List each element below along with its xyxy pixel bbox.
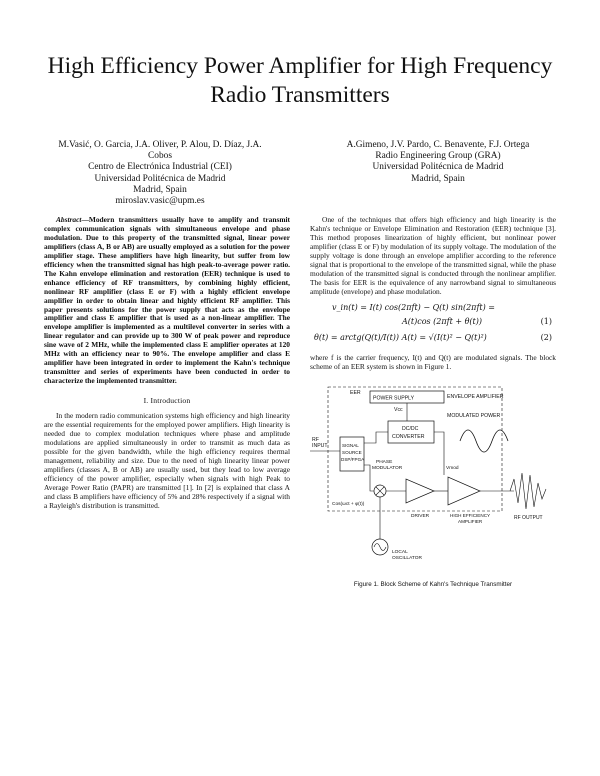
envelope-waveform xyxy=(460,430,508,452)
left-column xyxy=(44,216,290,511)
lo-label-1: LOCAL xyxy=(392,550,408,556)
abstract xyxy=(44,216,290,386)
vcc-label: Vcc xyxy=(394,407,403,414)
figure-caption: Figure 1. Block Scheme of Kahn's Technique Transmitter xyxy=(353,581,513,589)
author-names-cont: Cobos xyxy=(148,151,172,162)
rf-input-label-2: INPUT xyxy=(312,443,328,450)
power-supply-label: POWER SUPPLY xyxy=(373,395,415,402)
abstract-separator: — xyxy=(81,215,89,224)
equation-1-number: (1) xyxy=(540,316,552,326)
intro-paragraph: In the modern radio communication systems high efficiency and high linearity are the essential requirements for the employed power amplifiers. High linearity is needed due to complex modulation techniques where phase and amplitude modulations are applied simultaneously in order to transmit as much data as possible for the given bandwidth, while the high efficiency requires thermal management, reliability and size. Due to the need of high linearity linear power amplifiers (classes A, B or AB) are usually used, but they lead to low average efficiency of the power amplifier, especially when signals with high Peak to Average Power Ratio (PAPR) are transmitted [1]. In [2] is explained that class A and class B amplifiers have efficiency of 5% and 28% respectively if a signal with a Rayleigh's distribution is transmitted. xyxy=(44,411,290,510)
signal-source-label-3: DSP/FPGA xyxy=(341,457,365,463)
carrier-label: Cos(ωct + φ(t)) xyxy=(332,502,365,508)
modulated-power-label: MODULATED POWER xyxy=(447,413,501,420)
driver-label: DRIVER xyxy=(411,514,430,520)
equation-2-text: θ(t) = arctg(Q(t)/I(t)) A(t) = √(I(t)² − Q(t)²) xyxy=(314,332,487,342)
university: Universidad Politécnica de Madrid xyxy=(372,162,504,173)
rf-output-waveform xyxy=(510,473,546,509)
title-line-1: High Efficiency Power Amplifier for High Frequency xyxy=(47,53,553,79)
body-paragraph-2: where f is the carrier frequency, I(t) and Q(t) are modulated signals. The block scheme of an EER system is shown in Figure 1. xyxy=(310,352,556,371)
driver-amplifier-icon xyxy=(406,479,434,503)
right-column xyxy=(310,216,556,590)
body-paragraph: One of the techniques that offers high efficiency and high linearity is the Kahn's technique or Envelope Elimination and Restoration (EER) technique [3]. This method proposes linearization of highly efficient, but nonlinear power amplifier (class E or F) by modulation of its supply voltage. The modulation of the supply voltage is done through an envelope amplifier according to the reference signal that is proportional to the envelope of the transmitted signal, while the phase modulation of the transmitted signal is conducted through the nonlinear amplifier. The basis for EER is the equivalence of any narrowband signal to simultaneous amplitude (envelope) and phase modulation. xyxy=(310,215,556,296)
envelope-path xyxy=(364,432,388,443)
equation-1b xyxy=(310,318,556,332)
abstract-text: Modern transmitters usually have to amplify and transmit complex communication signals with simultaneous envelope and phase modulation. Due to this property of the transmitted signal, linear power amplifiers (class A, B or AB) are usually employed as a solution for the power amplifier stage. These amplifiers have high linearity, but suffer from low efficiency when the transmitted signal has high peak-to-average power ratio. The Kahn envelope elimination and restoration (EER) technique is used to enhance efficiency of RF transmitters, by combining highly efficient, nonlinear RF amplifier (class E or F) with a highly efficient envelope amplifier in order to obtain linear and highly efficient RF amplifier. This paper presents solutions for the power supply that acts as the envelope amplifier and class E amplifier that is used as a non-linear amplifier. The envelope amplifier is implemented as a multilevel converter in series with a linear regulator and can provide up to 300 W of peak power and reproduce sine wave of 2 MHz, while the implemented class E amplifier operates at 120 MHz with an efficiency near to 90%. The envelope amplifier and class E amplifier have been integrated in order to implement the Kahn's technique transmitter and series of experiments have been conducted in order to characterize the implemented transmitter. xyxy=(44,215,290,386)
author-names: M.Vasić, O. Garcia, J.A. Oliver, P. Alou, D. Díaz, J.A. xyxy=(58,140,262,150)
hea-label-2: AMPLIFIER xyxy=(458,519,483,525)
dcdc-label-2: CONVERTER xyxy=(392,434,425,441)
signal-source-label-2: SOURCE xyxy=(342,450,362,456)
signal-source-label-1: SIGNAL xyxy=(342,443,359,449)
eer-block-diagram xyxy=(310,379,556,579)
location: Madrid, Spain xyxy=(411,173,465,184)
equation-2 xyxy=(310,334,556,348)
figure-1 xyxy=(310,379,556,590)
authors-right xyxy=(318,140,558,185)
university: Universidad Politécnica de Madrid xyxy=(94,173,226,184)
vmod-line xyxy=(434,432,444,475)
rf-input-label-1: RF xyxy=(312,437,319,444)
lo-label-2: OSCILLATOR xyxy=(392,556,422,562)
authors-left xyxy=(44,140,276,207)
rf-output-label: RF OUTPUT xyxy=(514,515,543,522)
vmod-label: Vmod xyxy=(446,466,459,472)
equation-1a xyxy=(310,304,556,318)
hea-label-1: HIGH EFFICIENCY xyxy=(450,513,491,519)
equation-1-line-2: A(t)cos (2πft + θ(t)) xyxy=(402,316,483,326)
hea-amplifier-icon xyxy=(448,477,480,505)
sine-icon xyxy=(374,544,386,551)
author-email[interactable]: miroslav.vasic@upm.es xyxy=(115,196,205,207)
author-names: A.Gimeno, J.V. Pardo, C. Benavente, F.J. Ortega xyxy=(346,140,530,150)
eer-label: EER xyxy=(350,390,361,397)
envelope-amplifier-label: ENVELOPE AMPLIFIER xyxy=(447,394,504,401)
equation-2-number: (2) xyxy=(540,332,552,342)
dcdc-label-1: DC/DC xyxy=(402,426,419,433)
abstract-label: Abstract xyxy=(56,215,82,224)
equation-1-line-1: v_in(t) = I(t) cos(2πft) − Q(t) sin(2πft) = xyxy=(332,302,495,312)
section-heading: I. Introduction xyxy=(143,396,191,406)
affiliation: Centro de Electrónica Industrial (CEI) xyxy=(88,162,232,173)
location: Madrid, Spain xyxy=(133,184,187,195)
paper-title xyxy=(0,52,600,110)
title-line-2: Radio Transmitters xyxy=(210,82,390,108)
phase-modulator-label-2: MODULATOR xyxy=(372,466,403,472)
phase-modulator-label-1: PHASE xyxy=(376,460,393,466)
eer-boundary xyxy=(328,387,502,511)
affiliation: Radio Engineering Group (GRA) xyxy=(375,151,501,162)
